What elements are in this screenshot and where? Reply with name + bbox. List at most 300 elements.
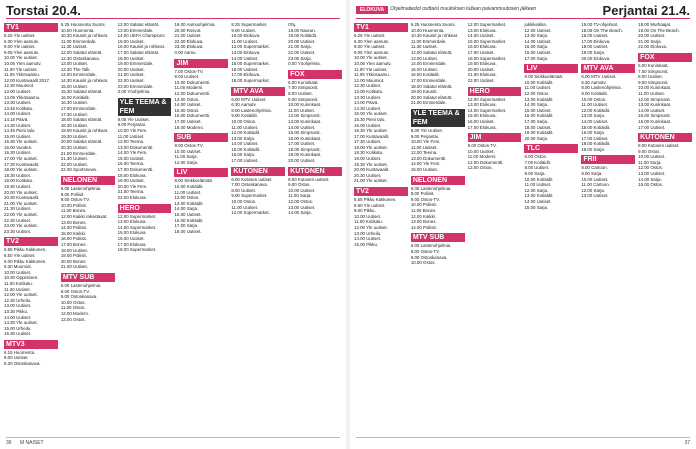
program-listing: 6.55 Pikku Kakkonen.	[4, 247, 47, 253]
program-listing: 17.00 Elokuva.	[581, 38, 611, 44]
program-listing: 17.30 Kuntavaalit.	[4, 161, 40, 167]
program-listing: 12.00 Simpsonit.	[638, 96, 671, 102]
right-tag: ELOKUVA	[356, 6, 388, 14]
program-listing: 9.00 Ostos-TV.	[60, 197, 90, 203]
program-listing: 12.00 Supermarket.	[231, 44, 270, 50]
left-page-number: 36	[6, 440, 12, 446]
program-listing: 15.00 Ostos.	[638, 182, 664, 188]
program-listing: 9.00 Pikku Kakkonen.	[4, 258, 47, 264]
program-listing: 18.30 Kotikatu.	[354, 150, 384, 156]
program-listing: 13.00 Kuninkaat.	[638, 102, 672, 108]
program-listing: 21.00 Sarja.	[288, 44, 312, 50]
channel-header: FOX	[288, 70, 342, 79]
program-listing: 13.00 Urheilu.	[354, 230, 382, 236]
program-listing: 12.30 Muumiot.	[4, 83, 35, 89]
channel-header: TV1	[354, 23, 408, 32]
program-listing: 10.30 Kauniit ja rohkeat.	[410, 33, 459, 39]
program-listing: 12.00 Salatut elämät.	[117, 22, 160, 27]
program-listing: 20.00 Salatut elämät.	[60, 139, 103, 145]
program-listing: 6.00 Lastenohjelmia.	[60, 186, 102, 192]
channel-block	[581, 64, 635, 152]
program-listing: 11.00 Uutiset.	[410, 144, 438, 150]
program-listing: 17.00 Emmerdale.	[60, 105, 97, 111]
program-listing: 11.05 Ykkösaamu.	[354, 72, 390, 78]
program-listing: 12.00 Teema.	[117, 139, 145, 145]
right-page-number: 37	[684, 440, 690, 446]
program-listing: 17.00 Uutiset.	[174, 118, 202, 124]
program-listing: 16.00 Kotiäidit.	[60, 94, 90, 100]
channel-block	[288, 22, 342, 67]
program-listing: 14.00 Uutiset.	[524, 199, 552, 205]
program-listing: 15.00 Elokuva.	[467, 113, 497, 119]
program-listing: 11.00 Uutiset.	[288, 107, 315, 113]
program-listing: 10.05 Ylen aamutv.	[4, 60, 42, 66]
right-tag-text: Ohjelmatiedot osittaisi muutoksen tullaan paivanmuutosen jälkeen	[390, 6, 537, 12]
program-listing: 9.00 Ostoskanava.	[410, 254, 448, 260]
program-listing: 12.00 Kotiäidit.	[581, 107, 611, 113]
program-listing: 6.15 Huomenta.	[4, 349, 36, 355]
program-listing: 10.00 Uutiset.	[288, 187, 316, 193]
program-listing: 9.00 Uutiset.	[4, 355, 29, 361]
program-listing: 18.00 Yle uutiset.	[354, 144, 388, 150]
program-listing: 16.00 Uutiset.	[354, 122, 382, 128]
program-listing: 19.00 Sarja.	[581, 49, 605, 55]
program-listing: 6.25 Huomenta Suomi.	[60, 22, 106, 27]
program-listing: 22.30 Uutiset.	[4, 217, 32, 223]
program-listing: 10.00 Huomenta.	[410, 27, 445, 33]
channel-header: NELONEN	[61, 176, 115, 185]
left-column	[4, 22, 58, 435]
program-listing: 20.00 Bones.	[60, 258, 87, 264]
program-listing: 20.00 Rosvot.	[174, 27, 202, 33]
program-listing: 9.30 Muumiot.	[4, 264, 32, 270]
program-listing: 13.00 Uutiset.	[60, 61, 88, 67]
channel-header: HERO	[118, 204, 172, 213]
channel-block	[288, 70, 342, 164]
program-listing: 9.00 Uutiset.	[174, 74, 200, 80]
program-listing: 11.00 Cartoon.	[581, 182, 611, 188]
program-listing: 13.00 Elokuva.	[467, 102, 497, 108]
channel-header: MTV AVA	[581, 64, 635, 73]
program-listing: 10.00 Uutiset.	[467, 148, 495, 154]
program-listing: 15.00 Uutiset.	[117, 38, 145, 44]
program-listing: 11.00 Kotikatu.	[354, 219, 383, 225]
program-listing: 13.00 Dokumentti.	[117, 144, 154, 150]
program-listing: 11.00 Uutiset.	[581, 102, 609, 108]
program-listing: 10.00 Uutiset.	[638, 154, 666, 160]
program-listing: 17.00 Elokuva.	[231, 72, 261, 78]
right-footer-rule	[356, 437, 690, 438]
channel-block	[524, 64, 578, 141]
program-listing: 11.05 Ykkösaamu.	[4, 72, 40, 78]
program-listing: 7.00 Ostos-TV.	[174, 68, 204, 74]
channel-block	[524, 144, 578, 210]
program-listing: 21.00 Uutiset.	[60, 264, 88, 270]
program-listing: 18.00 Uutiset.	[60, 247, 88, 253]
program-listing: 12.00 Ostos.	[288, 199, 314, 205]
program-listing: 12.00 Supermarket.	[231, 210, 270, 216]
program-listing: 15.00 Yle uutiset.	[354, 111, 388, 117]
program-listing: 14.00 Uutiset.	[174, 102, 202, 108]
channel-block	[231, 87, 285, 164]
program-listing: 17.00 Yle uutiset.	[4, 156, 38, 162]
program-listing: 19.00 Elokuva.	[467, 61, 497, 67]
program-listing: 20.00 Yle uutiset.	[4, 189, 38, 195]
program-listing: 18.00 Supermarket.	[117, 247, 157, 253]
left-footer-rule	[6, 437, 340, 438]
program-listing: 12.00 Ostos.	[638, 165, 664, 171]
program-listing: 9.00 Kotiäidit.	[581, 90, 608, 96]
program-listing: 15.00 Sarja.	[524, 44, 549, 50]
program-listing: 21.30 Uutiset.	[60, 156, 88, 162]
program-listing: 13.00 Ostos.	[174, 96, 200, 102]
program-listing: 20.00 Uutiset.	[288, 158, 316, 164]
program-listing: 16.00 Kotiäidit.	[410, 72, 440, 78]
program-listing: 20.00 Kuntavaalit.	[354, 167, 390, 173]
program-listing: 15.00 Uutiset.	[4, 133, 32, 139]
program-listing: 10.00 Kotiäidit.	[524, 176, 554, 182]
program-listing: 10.30 Oppimisen.	[4, 275, 39, 281]
program-listing: 18.30 Uutiset.	[4, 172, 32, 178]
channel-block	[581, 22, 635, 61]
program-listing: 20.00 Uutiset.	[117, 66, 145, 72]
program-listing: 9.00 Yle uutiset.	[354, 44, 386, 50]
program-listing: 8.00 Kutosen uutiset.	[288, 176, 330, 182]
program-listing: 20.00 Sarja.	[524, 135, 549, 141]
program-listing: 15.30 Pieni talo.	[354, 116, 386, 122]
program-listing: 14.00 Uutiset.	[354, 236, 382, 242]
program-listing: 9.00 Sinkkuelämää.	[524, 74, 564, 80]
program-listing: 15.00 Uutiset.	[410, 167, 438, 173]
channel-block	[638, 133, 692, 188]
program-listing: 23.00 Emmerdale.	[117, 83, 154, 89]
program-listing: 18.00 Salatut elämät.	[60, 117, 103, 123]
program-listing: 20.00 Uutiset.	[288, 38, 316, 44]
program-listing: 22.00 Uutiset.	[117, 77, 145, 83]
program-listing: 13.00 Kotikatu.	[354, 88, 384, 94]
program-listing: 13.00 Elokuva.	[467, 27, 497, 33]
program-listing: 17.00 Emmerdale.	[410, 77, 447, 83]
channel-block	[118, 204, 172, 253]
program-listing: 6.30 Ylen aamutv.	[354, 38, 389, 44]
program-listing: 16.00 Vuoden.	[4, 144, 33, 150]
program-listing: 14.00 Sarja.	[288, 210, 312, 216]
program-listing: 13.00 Kuninkaat.	[288, 118, 322, 124]
program-listing: 12.00 Supermarket.	[117, 213, 157, 219]
program-listing: 15.00 Uutiset.	[174, 212, 202, 218]
program-listing: 13.30 Pikku.	[4, 308, 29, 314]
program-listing: 13.30 Uutiset.	[4, 100, 32, 106]
program-listing: jukkikeikka.	[524, 22, 547, 27]
program-listing: 18.00 Moderni.	[174, 124, 204, 130]
program-listing: 15.00 Kotiäidit.	[581, 124, 611, 130]
program-listing: 14.00 Uutiset.	[4, 111, 32, 117]
program-listing: 22.00 Elokuva.	[117, 195, 147, 201]
program-listing: 8.00 Ostos-TV.	[174, 143, 204, 149]
right-column	[354, 22, 408, 435]
program-listing: 18.30 Uutiset.	[60, 122, 88, 128]
program-listing: 10.00 Uutiset.	[354, 213, 382, 219]
program-listing: 11.00 Moderni.	[467, 154, 497, 160]
program-listing: 12.00 Muumiot.	[354, 77, 385, 83]
program-listing: 18.00 Uutiset.	[581, 44, 609, 50]
program-listing: 11.00 Moderni.	[174, 85, 204, 91]
left-magazine-name: M NAISET	[20, 440, 44, 446]
program-listing: 12.00 Salatut elämät.	[410, 49, 453, 55]
program-listing: 13.45 Kotikatu.	[4, 105, 34, 111]
program-listing: 13.00 Kotiäidit.	[524, 193, 554, 199]
channel-block	[411, 22, 465, 106]
program-listing: 12.00 Kaikki.	[410, 213, 436, 219]
program-listing: 14.00 Yle Fem.	[117, 150, 148, 156]
channel-block	[468, 22, 522, 84]
channel-header: SUB	[174, 133, 228, 142]
program-listing: 23.00 Elokuva.	[174, 44, 204, 50]
program-listing: 17.00 Uutiset.	[467, 49, 495, 55]
program-listing: 15.00 Uutiset.	[117, 155, 145, 161]
program-listing: 11.00 Bones.	[60, 208, 87, 214]
program-listing: 19.00 Sarja.	[581, 146, 605, 152]
program-listing: 10.00 Uutiset.	[581, 176, 609, 182]
program-listing: 11.00 Uutiset.	[524, 85, 552, 91]
program-listing: 10.00 Ostos.	[60, 299, 86, 305]
channel-header: MTV AVA	[231, 87, 285, 96]
channel-header: TV2	[4, 237, 58, 246]
program-listing: 18.00 Salatut elämät.	[410, 83, 453, 89]
channel-header: KUTONEN	[231, 167, 285, 176]
channel-block	[638, 53, 692, 130]
program-listing: 10.00 Kotiäidit.	[174, 184, 204, 190]
program-listing: 9.00 Perjantai.	[410, 133, 440, 139]
program-listing: 13.00 Sarja.	[581, 113, 605, 119]
program-listing: 8.50 Yle uutiset.	[4, 252, 36, 258]
program-listing: 16.00 Uutiset.	[117, 236, 145, 241]
program-listing: 0.00 Yöohjelmia.	[288, 61, 321, 67]
program-listing: 21.00 Emmerdale.	[60, 150, 97, 156]
program-listing: 16.30 Yle uutiset.	[354, 128, 388, 134]
program-listing: 9.05 Ylen aamutv.	[354, 49, 389, 55]
program-listing: 16.00 Sarja.	[231, 152, 255, 158]
program-listing: 6.00 Kuninkaat.	[638, 62, 669, 68]
program-listing: 16.00 Uutiset.	[581, 33, 609, 39]
program-listing: 17.00 Elokuva.	[467, 124, 497, 130]
program-listing: 14.30 Uutiset.	[4, 122, 32, 128]
program-listing: 12.00 Kotiäidit.	[231, 130, 261, 136]
program-listing: 10.00 Ostos.	[581, 96, 607, 102]
program-listing: 15.00 Elokuva.	[117, 230, 147, 236]
program-listing: 15.30 Yle uutiset.	[4, 139, 38, 145]
program-listing: 18.00 Uutiset.	[174, 228, 202, 234]
program-listing: 15.00 Simpsonit.	[638, 113, 671, 119]
program-listing: 19.00 Poliisit.	[60, 253, 87, 259]
program-listing: 14.00 Poliisit.	[60, 225, 87, 231]
program-listing: 9.00 Ostos-TV.	[467, 143, 497, 149]
program-listing: 11.00 Uutiset.	[638, 90, 665, 96]
channel-header: MTV SUB	[61, 273, 115, 282]
program-listing: 19.00 Aamuohjelmia.	[174, 22, 216, 27]
channel-header: YLE TEEMA & FEM	[411, 109, 465, 127]
program-listing: 6.00 Lastenohjelmia.	[410, 185, 452, 191]
program-listing: 10.00 Ostos.	[410, 260, 436, 266]
program-listing: 14.00 Uutiset.	[4, 314, 32, 320]
program-listing: 9.00 Sarja.	[524, 171, 546, 177]
program-listing: 14.00 Emmerdale.	[410, 61, 447, 67]
program-listing: 13.05 Ykkösaamu.	[4, 94, 41, 100]
program-listing: 16.00 Teema.	[117, 161, 145, 167]
program-listing: 17.30 Uutiset.	[60, 111, 88, 117]
program-listing: 21.00 Sarja.	[638, 38, 662, 44]
program-listing: 14.00 Uutiset.	[638, 107, 666, 113]
channel-block	[354, 23, 408, 184]
channel-header: TLC	[524, 144, 578, 153]
program-listing: 10.00 Kuninkaat.	[288, 102, 322, 108]
program-listing: 9.00 Sinkkuelämää.	[174, 178, 214, 184]
program-listing: 19.00 Kotiäidit.	[288, 33, 318, 39]
program-listing: 6.25 Yle uutiset.	[4, 33, 36, 38]
program-listing: 13.00 Dokumentti.	[410, 155, 447, 161]
program-listing: 12.00 Dokumentti.	[174, 90, 211, 96]
program-listing: 8.00 Ostos-TV.	[410, 249, 440, 254]
program-listing: 15.00 Kotiäidit.	[231, 146, 261, 152]
program-listing: 17.00 Sarja.	[524, 118, 549, 124]
program-listing: 8.00 Uutiset.	[288, 90, 313, 96]
program-listing: 8.00 Uutiset.	[638, 74, 663, 80]
program-listing: 9.00 Uutiset.	[231, 27, 256, 33]
program-listing: 16.00 Uutiset.	[524, 49, 552, 55]
program-listing: 16.00 Uutiset.	[467, 118, 495, 124]
program-listing: 23.30 Uutiset.	[4, 228, 32, 234]
channel-header: MTV3	[4, 340, 58, 349]
right-page	[350, 0, 696, 449]
program-listing: 17.00 Kuntavaalit.	[354, 133, 390, 139]
program-listing: 22.00 Uutiset.	[288, 49, 316, 55]
program-listing: 8.00 Lastenohjelmia.	[581, 85, 622, 91]
program-listing: 8.00 Kutosen uutiset.	[638, 143, 680, 149]
program-listing: 9.00 Simpsonit.	[638, 79, 669, 85]
program-listing: 18.00 Supermarket.	[467, 55, 507, 61]
program-listing: 15.30 Uutiset.	[4, 331, 32, 337]
program-listing: 23.00 Sarja.	[288, 55, 312, 61]
left-columns	[4, 22, 342, 435]
right-columns	[354, 22, 692, 435]
program-listing: 12.00 Simpsonit.	[288, 113, 321, 119]
program-listing: 14.00 Supermarket.	[117, 224, 157, 230]
program-listing: 12.00 Supermarket.	[467, 22, 507, 27]
program-listing: 15.00 Supermarket.	[467, 38, 507, 44]
program-listing: 16.30 Uutiset.	[4, 150, 32, 156]
program-listing: 11.30 Uutiset.	[410, 44, 438, 50]
channel-block	[174, 59, 228, 131]
program-listing: 6.00 Lastenohjelmia.	[410, 243, 452, 249]
channel-block	[231, 167, 285, 216]
program-listing: 22.00 Elokuva.	[638, 44, 668, 50]
program-listing: 6.30 Aamutv.	[231, 102, 257, 108]
left-title-rule	[6, 18, 340, 19]
program-listing: 20.00 Elokuva.	[581, 55, 611, 61]
program-listing: 17.00 Uutiset.	[231, 158, 259, 164]
program-listing: 14.00 Uutiset.	[231, 141, 259, 147]
channel-block	[4, 237, 58, 337]
program-listing: 12.00 Uutiset.	[524, 27, 552, 33]
program-listing: 13.00 Uutiset.	[638, 171, 666, 177]
program-listing: 12.30 Uutiset.	[354, 83, 382, 89]
program-listing: 6.00 MTV Uutiset.	[581, 74, 617, 80]
program-listing: 10.00 Yle Fem.	[117, 127, 148, 133]
program-listing: 9.00 Yle uutiset.	[4, 44, 36, 50]
program-listing: 12.00 Yle uutiset.	[354, 225, 388, 230]
program-listing: 14.00 Uutiset.	[467, 33, 495, 39]
program-listing: 13.00 Ostos.	[60, 316, 86, 322]
program-listing: 13.00 Emmerdale.	[117, 27, 154, 33]
program-listing: 8.25 Supermarket.	[231, 22, 268, 27]
channel-header: JIM	[174, 59, 228, 68]
program-listing: 21.00 Teema.	[117, 189, 145, 195]
program-listing: 22.00 Uutiset.	[60, 161, 88, 167]
program-listing: 11.00 Kotikatu.	[4, 280, 33, 286]
channel-block	[4, 340, 58, 367]
program-listing: 6.00 Lastenohjelmia.	[60, 282, 102, 288]
program-listing: 20.30 Kuntavaalit.	[4, 195, 40, 201]
program-listing: 10.00 Dokumentti.	[174, 79, 211, 85]
program-listing: 8.50 Yle uutiset.	[354, 202, 386, 208]
program-listing: 9.00 Ostos.	[288, 182, 311, 188]
program-listing: 13.00 Sarja.	[524, 33, 549, 39]
program-listing: 16.00 Uutiset.	[231, 66, 259, 72]
channel-block	[468, 87, 522, 131]
program-listing: 22.00 Elokuva.	[174, 38, 204, 44]
program-listing: 8.00 Yle Uutiset.	[410, 127, 443, 133]
program-listing: 17.30 Uutiset.	[354, 139, 382, 145]
program-listing: 6.25 Yle uutiset.	[354, 33, 386, 38]
program-listing: 17.00 Bones.	[60, 241, 87, 247]
program-listing: 20.00 Yle Fem.	[117, 183, 148, 189]
program-listing: 15.00 Kaikki.	[60, 230, 86, 236]
program-listing: 14.00 Yle Fem.	[410, 161, 441, 167]
channel-block	[638, 22, 692, 50]
program-listing: 19.30 Yle uutiset.	[354, 161, 388, 167]
program-listing: 10.00 Yle Fem.	[410, 139, 441, 145]
program-listing: 14.00 Uutiset.	[581, 118, 609, 124]
program-listing: 13.00 Elokuva.	[117, 219, 147, 225]
program-listing: 19.00 Kuninkaat.	[288, 152, 322, 158]
program-listing: 10.00 Yle uutiset.	[354, 55, 388, 61]
left-column	[231, 22, 285, 435]
program-listing: 11.30 Uutiset.	[60, 44, 88, 50]
left-column	[61, 22, 115, 435]
program-listing: 10.00 Ostos.	[231, 118, 257, 124]
program-listing: 23.00 Yle uutiset.	[4, 223, 38, 229]
program-listing: 21.00 Uutiset.	[174, 33, 202, 39]
program-listing: 21.00 Yle uutiset.	[4, 200, 38, 206]
program-listing: 16.00 Kotiäidit.	[174, 217, 204, 223]
program-listing: 6.55 Pikku Kakkonen.	[354, 197, 397, 203]
program-listing: 16.30 Uutiset.	[60, 100, 88, 106]
program-listing: 19.30 Uutiset.	[60, 133, 88, 139]
program-listing: 21.00 Emmerdale.	[410, 100, 447, 106]
program-listing: 16.00 Elokuva.	[467, 44, 497, 50]
program-listing: 16.00 Kuninkaat.	[288, 135, 322, 141]
program-listing: 12.00 Dokumentti.	[467, 159, 504, 165]
program-listing: 19.00 Emmerdale.	[117, 61, 154, 67]
program-listing: 14.00 Emmerdale.	[60, 72, 97, 78]
program-listing: 12.00 Kaikki rakastavat.	[60, 214, 108, 219]
program-listing: 10.00 Elokuva.	[231, 33, 261, 39]
channel-block	[174, 168, 228, 234]
program-listing: 18.00 Simpsonit.	[288, 146, 321, 152]
program-listing: 15.00 Supermarket.	[231, 61, 270, 67]
program-listing: 14.00 Uutiset.	[524, 38, 552, 44]
program-listing: 12.30 Ostoskanava.	[60, 55, 100, 61]
